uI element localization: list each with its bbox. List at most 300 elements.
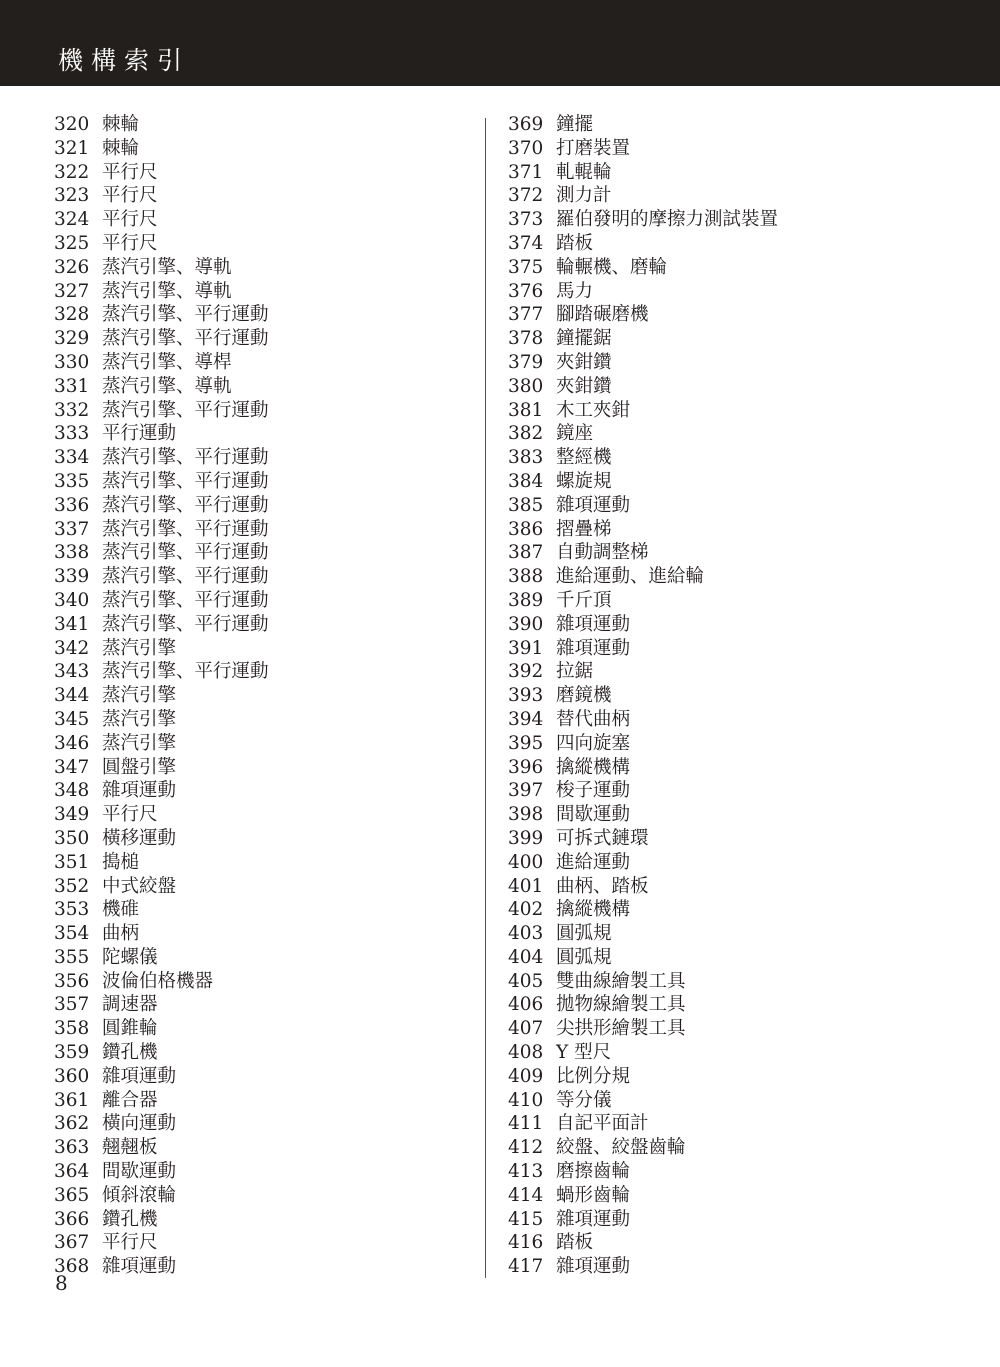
entry-name: 圓盤引擎	[102, 756, 177, 778]
entry-number: 392	[508, 661, 544, 683]
index-entry	[54, 1160, 269, 1184]
index-entry	[508, 541, 778, 565]
header-bar	[0, 0, 1000, 86]
entry-number: 371	[508, 161, 544, 183]
index-entry	[508, 803, 778, 827]
entry-number: 375	[508, 256, 544, 278]
index-entry	[54, 113, 269, 137]
entry-number: 356	[54, 970, 90, 992]
index-entry	[508, 327, 778, 351]
index-entry	[508, 1017, 778, 1041]
index-entry	[508, 375, 778, 399]
index-entry	[54, 827, 269, 851]
index-entry	[54, 518, 269, 542]
index-entry	[508, 113, 778, 137]
page-number: 8	[55, 1271, 68, 1295]
entry-number: 361	[54, 1089, 90, 1111]
entry-number: 344	[54, 685, 90, 707]
entry-name: 平行尺	[102, 804, 158, 826]
entry-name: 蒸汽引擎、導軌	[102, 280, 232, 302]
entry-name: 千斤頂	[556, 589, 612, 611]
index-entry	[508, 708, 778, 732]
entry-number: 362	[54, 1113, 90, 1135]
entry-number: 321	[54, 137, 90, 159]
index-entry	[508, 1136, 778, 1160]
entry-number: 332	[54, 399, 90, 421]
column-divider	[485, 118, 486, 1278]
entry-number: 413	[508, 1161, 544, 1183]
index-entry	[508, 232, 778, 256]
entry-name: 拉鋸	[556, 661, 594, 683]
index-entry	[508, 422, 778, 446]
index-entry	[508, 470, 778, 494]
index-entry	[508, 589, 778, 613]
entry-name: 蒸汽引擎、導軌	[102, 256, 232, 278]
entry-name: 擒縱機構	[556, 756, 631, 778]
entry-number: 373	[508, 209, 544, 231]
entry-name: 蒸汽引擎	[102, 732, 177, 754]
index-entry	[54, 851, 269, 875]
index-entry	[54, 327, 269, 351]
entry-number: 351	[54, 851, 90, 873]
entry-number: 357	[54, 994, 90, 1016]
entry-name: 蒸汽引擎、平行運動	[102, 661, 269, 683]
entry-number: 358	[54, 1018, 90, 1040]
index-entry	[54, 351, 269, 375]
index-entry	[508, 161, 778, 185]
index-entry	[54, 660, 269, 684]
index-entry	[508, 732, 778, 756]
entry-number: 322	[54, 161, 90, 183]
entry-number: 346	[54, 732, 90, 754]
entry-name: 雜項運動	[556, 1256, 631, 1278]
entry-name: 可拆式鏈環	[556, 827, 649, 849]
entry-name: 平行尺	[102, 232, 158, 254]
index-entry	[508, 351, 778, 375]
entry-number: 345	[54, 708, 90, 730]
entry-name: 蒸汽引擎、平行運動	[102, 494, 269, 516]
entry-number: 355	[54, 946, 90, 968]
entry-number: 339	[54, 566, 90, 588]
entry-name: 馬力	[556, 280, 594, 302]
index-entry	[54, 708, 269, 732]
entry-number: 342	[54, 637, 90, 659]
entry-name: 鐘擺	[556, 114, 594, 135]
index-entry	[54, 256, 269, 280]
entry-name: 間歇運動	[556, 804, 631, 826]
index-entry	[508, 613, 778, 637]
index-entry	[508, 280, 778, 304]
index-entry	[508, 779, 778, 803]
entry-name: 軋輥輪	[556, 161, 612, 183]
index-entry	[508, 303, 778, 327]
entry-name: 梭子運動	[556, 780, 631, 802]
entry-number: 353	[54, 899, 90, 921]
entry-number: 360	[54, 1065, 90, 1087]
entry-name: Y 型尺	[556, 1042, 612, 1064]
entry-name: 橫移運動	[102, 827, 177, 849]
entry-number: 347	[54, 756, 90, 778]
index-entry	[54, 232, 269, 256]
entry-name: 磨鏡機	[556, 685, 612, 707]
index-entry	[54, 375, 269, 399]
index-entry	[54, 470, 269, 494]
entry-name: 雜項運動	[556, 637, 631, 659]
entry-number: 367	[54, 1232, 90, 1254]
entry-number: 374	[508, 232, 544, 254]
entry-number: 333	[54, 423, 90, 445]
entry-number: 350	[54, 827, 90, 849]
index-entry	[508, 1184, 778, 1208]
entry-name: 曲柄	[102, 923, 140, 945]
entry-name: 尖拱形繪製工具	[556, 1018, 686, 1040]
entry-number: 330	[54, 351, 90, 373]
entry-name: 螺旋規	[556, 470, 612, 492]
index-entry	[54, 208, 269, 232]
entry-name: 翹翹板	[102, 1137, 158, 1159]
entry-number: 415	[508, 1208, 544, 1230]
entry-number: 341	[54, 613, 90, 635]
index-entry	[508, 1160, 778, 1184]
entry-number: 398	[508, 804, 544, 826]
entry-number: 378	[508, 328, 544, 350]
page-title: 機構索引	[58, 46, 191, 75]
entry-number: 389	[508, 589, 544, 611]
entry-number: 329	[54, 328, 90, 350]
index-entry	[54, 589, 269, 613]
entry-name: 羅伯發明的摩擦力測試裝置	[556, 209, 779, 231]
entry-number: 320	[54, 114, 90, 135]
index-entry	[508, 827, 778, 851]
entry-name: 平行尺	[102, 1232, 158, 1254]
entry-number: 369	[508, 114, 544, 135]
entry-number: 380	[508, 375, 544, 397]
index-entry	[54, 541, 269, 565]
entry-number: 370	[508, 137, 544, 159]
index-entry	[508, 946, 778, 970]
entry-name: 蒸汽引擎、平行運動	[102, 566, 269, 588]
index-entry	[54, 637, 269, 661]
entry-number: 327	[54, 280, 90, 302]
index-entry	[54, 184, 269, 208]
entry-number: 417	[508, 1256, 544, 1278]
entry-number: 366	[54, 1208, 90, 1230]
entry-name: 雜項運動	[102, 1065, 177, 1087]
index-entry	[54, 1255, 269, 1279]
entry-number: 381	[508, 399, 544, 421]
entry-name: 蒸汽引擎、平行運動	[102, 518, 269, 540]
entry-name: 蒸汽引擎、平行運動	[102, 589, 269, 611]
entry-name: 進給運動	[556, 851, 631, 873]
entry-name: 圓弧規	[556, 946, 612, 968]
entry-number: 403	[508, 923, 544, 945]
index-entry	[508, 1041, 778, 1065]
index-entry	[508, 446, 778, 470]
entry-number: 401	[508, 875, 544, 897]
index-entry	[54, 1089, 269, 1113]
entry-name: 腳踏碾磨機	[556, 304, 649, 326]
entry-name: 替代曲柄	[556, 708, 631, 730]
entry-number: 349	[54, 804, 90, 826]
entry-number: 340	[54, 589, 90, 611]
entry-number: 395	[508, 732, 544, 754]
entry-name: 磨擦齒輪	[556, 1161, 631, 1183]
entry-number: 400	[508, 851, 544, 873]
entry-name: 蒸汽引擎、導桿	[102, 351, 232, 373]
index-entry	[54, 303, 269, 327]
entry-number: 411	[508, 1113, 544, 1135]
index-entry	[508, 1231, 778, 1255]
index-entry	[508, 1208, 778, 1232]
entry-name: 曲柄、踏板	[556, 875, 649, 897]
entry-name: 踏板	[556, 1232, 594, 1254]
entry-number: 338	[54, 542, 90, 564]
index-column-left	[54, 113, 269, 1279]
entry-name: 自記平面計	[556, 1113, 649, 1135]
index-entry	[54, 494, 269, 518]
entry-number: 363	[54, 1137, 90, 1159]
entry-name: 木工夾鉗	[556, 399, 631, 421]
index-entry	[54, 1112, 269, 1136]
entry-name: 間歇運動	[102, 1161, 177, 1183]
entry-number: 335	[54, 470, 90, 492]
index-entry	[508, 208, 778, 232]
index-entry	[508, 184, 778, 208]
index-entry	[508, 256, 778, 280]
entry-name: 進給運動、進給輪	[556, 566, 705, 588]
entry-name: 鑽孔機	[102, 1208, 158, 1230]
entry-number: 364	[54, 1161, 90, 1183]
index-entry	[508, 898, 778, 922]
entry-name: 平行尺	[102, 209, 158, 231]
entry-name: 摺疊梯	[556, 518, 612, 540]
entry-name: 絞盤、絞盤齒輪	[556, 1137, 686, 1159]
entry-number: 408	[508, 1042, 544, 1064]
entry-name: 鏡座	[556, 423, 594, 445]
entry-name: 雙曲線繪製工具	[556, 970, 686, 992]
entry-number: 383	[508, 447, 544, 469]
entry-number: 348	[54, 780, 90, 802]
entry-name: 圓錐輪	[102, 1018, 158, 1040]
entry-number: 390	[508, 613, 544, 635]
entry-number: 396	[508, 756, 544, 778]
index-entry	[508, 851, 778, 875]
entry-name: 雜項運動	[102, 1256, 177, 1278]
index-entry	[54, 1065, 269, 1089]
index-entry	[508, 518, 778, 542]
index-entry	[508, 1089, 778, 1113]
entry-name: 擒縱機構	[556, 899, 631, 921]
entry-name: 蒸汽引擎、平行運動	[102, 542, 269, 564]
index-entry	[508, 756, 778, 780]
entry-number: 352	[54, 875, 90, 897]
index-entry	[508, 660, 778, 684]
entry-number: 324	[54, 209, 90, 231]
entry-number: 405	[508, 970, 544, 992]
entry-number: 372	[508, 185, 544, 207]
entry-name: 蒸汽引擎	[102, 637, 177, 659]
entry-number: 386	[508, 518, 544, 540]
entry-name: 四向旋塞	[556, 732, 631, 754]
entry-name: 自動調整梯	[556, 542, 649, 564]
index-entry	[54, 1231, 269, 1255]
entry-name: 平行運動	[102, 423, 177, 445]
entry-number: 388	[508, 566, 544, 588]
entry-name: 中式絞盤	[102, 875, 177, 897]
entry-number: 326	[54, 256, 90, 278]
entry-name: 蒸汽引擎、平行運動	[102, 304, 269, 326]
index-entry	[508, 875, 778, 899]
entry-number: 412	[508, 1137, 544, 1159]
index-entry	[508, 1112, 778, 1136]
index-entry	[508, 922, 778, 946]
entry-number: 407	[508, 1018, 544, 1040]
index-entry	[54, 565, 269, 589]
entry-number: 354	[54, 923, 90, 945]
index-entry	[508, 1065, 778, 1089]
entry-name: 離合器	[102, 1089, 158, 1111]
entry-name: 調速器	[102, 994, 158, 1016]
index-entry	[54, 399, 269, 423]
entry-number: 368	[54, 1256, 90, 1278]
entry-name: 雜項運動	[556, 1208, 631, 1230]
entry-name: 搗槌	[102, 851, 140, 873]
index-entry	[54, 732, 269, 756]
index-entry	[54, 161, 269, 185]
index-entry	[54, 1208, 269, 1232]
entry-number: 394	[508, 708, 544, 730]
entry-name: 陀螺儀	[102, 946, 158, 968]
entry-name: 圓弧規	[556, 923, 612, 945]
entry-name: 平行尺	[102, 161, 158, 183]
index-entry	[54, 898, 269, 922]
index-entry	[54, 684, 269, 708]
entry-number: 343	[54, 661, 90, 683]
entry-number: 359	[54, 1042, 90, 1064]
entry-number: 406	[508, 994, 544, 1016]
index-entry	[54, 1017, 269, 1041]
entry-name: 雜項運動	[556, 494, 631, 516]
entry-name: 蒸汽引擎、導軌	[102, 375, 232, 397]
index-column-right	[508, 113, 778, 1279]
entry-name: 蒸汽引擎、平行運動	[102, 613, 269, 635]
entry-name: 蒸汽引擎、平行運動	[102, 328, 269, 350]
entry-name: 平行尺	[102, 185, 158, 207]
entry-number: 391	[508, 637, 544, 659]
index-entry	[54, 1041, 269, 1065]
index-entry	[508, 137, 778, 161]
index-entry	[54, 803, 269, 827]
entry-name: 夾鉗鑽	[556, 375, 612, 397]
index-entry	[54, 756, 269, 780]
entry-name: 機碓	[102, 899, 140, 921]
index-entry	[54, 1136, 269, 1160]
entry-number: 414	[508, 1184, 544, 1206]
index-entry	[508, 494, 778, 518]
entry-name: 鑽孔機	[102, 1042, 158, 1064]
index-entry	[508, 970, 778, 994]
entry-name: 蒸汽引擎、平行運動	[102, 447, 269, 469]
entry-number: 404	[508, 946, 544, 968]
entry-number: 325	[54, 232, 90, 254]
entry-name: 橫向運動	[102, 1113, 177, 1135]
entry-number: 410	[508, 1089, 544, 1111]
entry-name: 比例分規	[556, 1065, 631, 1087]
index-entry	[508, 637, 778, 661]
index-entry	[54, 993, 269, 1017]
entry-name: 蒸汽引擎、平行運動	[102, 399, 269, 421]
entry-number: 387	[508, 542, 544, 564]
index-entry	[508, 993, 778, 1017]
entry-name: 鐘擺鋸	[556, 328, 612, 350]
entry-name: 雜項運動	[556, 613, 631, 635]
entry-name: 蝸形齒輪	[556, 1184, 631, 1206]
entry-number: 379	[508, 351, 544, 373]
entry-name: 測力計	[556, 185, 612, 207]
entry-name: 整經機	[556, 447, 612, 469]
entry-name: 蒸汽引擎、平行運動	[102, 470, 269, 492]
index-entry	[54, 446, 269, 470]
index-entry	[54, 1184, 269, 1208]
index-entry	[54, 137, 269, 161]
index-entry	[54, 613, 269, 637]
entry-name: 波倫伯格機器	[102, 970, 214, 992]
entry-number: 402	[508, 899, 544, 921]
index-entry	[508, 1255, 778, 1279]
entry-number: 399	[508, 827, 544, 849]
entry-number: 384	[508, 470, 544, 492]
entry-name: 輪輾機、磨輪	[556, 256, 668, 278]
entry-number: 328	[54, 304, 90, 326]
entry-number: 409	[508, 1065, 544, 1087]
entry-number: 336	[54, 494, 90, 516]
entry-number: 397	[508, 780, 544, 802]
entry-name: 傾斜滾輪	[102, 1184, 177, 1206]
entry-number: 337	[54, 518, 90, 540]
entry-name: 打磨裝置	[556, 137, 631, 159]
entry-number: 382	[508, 423, 544, 445]
entry-number: 385	[508, 494, 544, 516]
entry-name: 棘輪	[102, 114, 140, 135]
index-entry	[508, 399, 778, 423]
entry-name: 等分儀	[556, 1089, 612, 1111]
index-entry	[54, 280, 269, 304]
entry-number: 334	[54, 447, 90, 469]
entry-number: 323	[54, 185, 90, 207]
entry-name: 棘輪	[102, 137, 140, 159]
index-entry	[54, 422, 269, 446]
entry-name: 夾鉗鑽	[556, 351, 612, 373]
entry-number: 331	[54, 375, 90, 397]
index-entry	[54, 922, 269, 946]
index-entry	[508, 565, 778, 589]
entry-name: 蒸汽引擎	[102, 685, 177, 707]
entry-number: 393	[508, 685, 544, 707]
entry-number: 377	[508, 304, 544, 326]
index-entry	[508, 684, 778, 708]
index-entry	[54, 970, 269, 994]
entry-name: 雜項運動	[102, 780, 177, 802]
index-entry	[54, 946, 269, 970]
entry-number: 365	[54, 1184, 90, 1206]
entry-number: 376	[508, 280, 544, 302]
entry-name: 踏板	[556, 232, 594, 254]
index-entry	[54, 875, 269, 899]
index-entry	[54, 779, 269, 803]
entry-name: 蒸汽引擎	[102, 708, 177, 730]
entry-name: 拋物線繪製工具	[556, 994, 686, 1016]
entry-number: 416	[508, 1232, 544, 1254]
